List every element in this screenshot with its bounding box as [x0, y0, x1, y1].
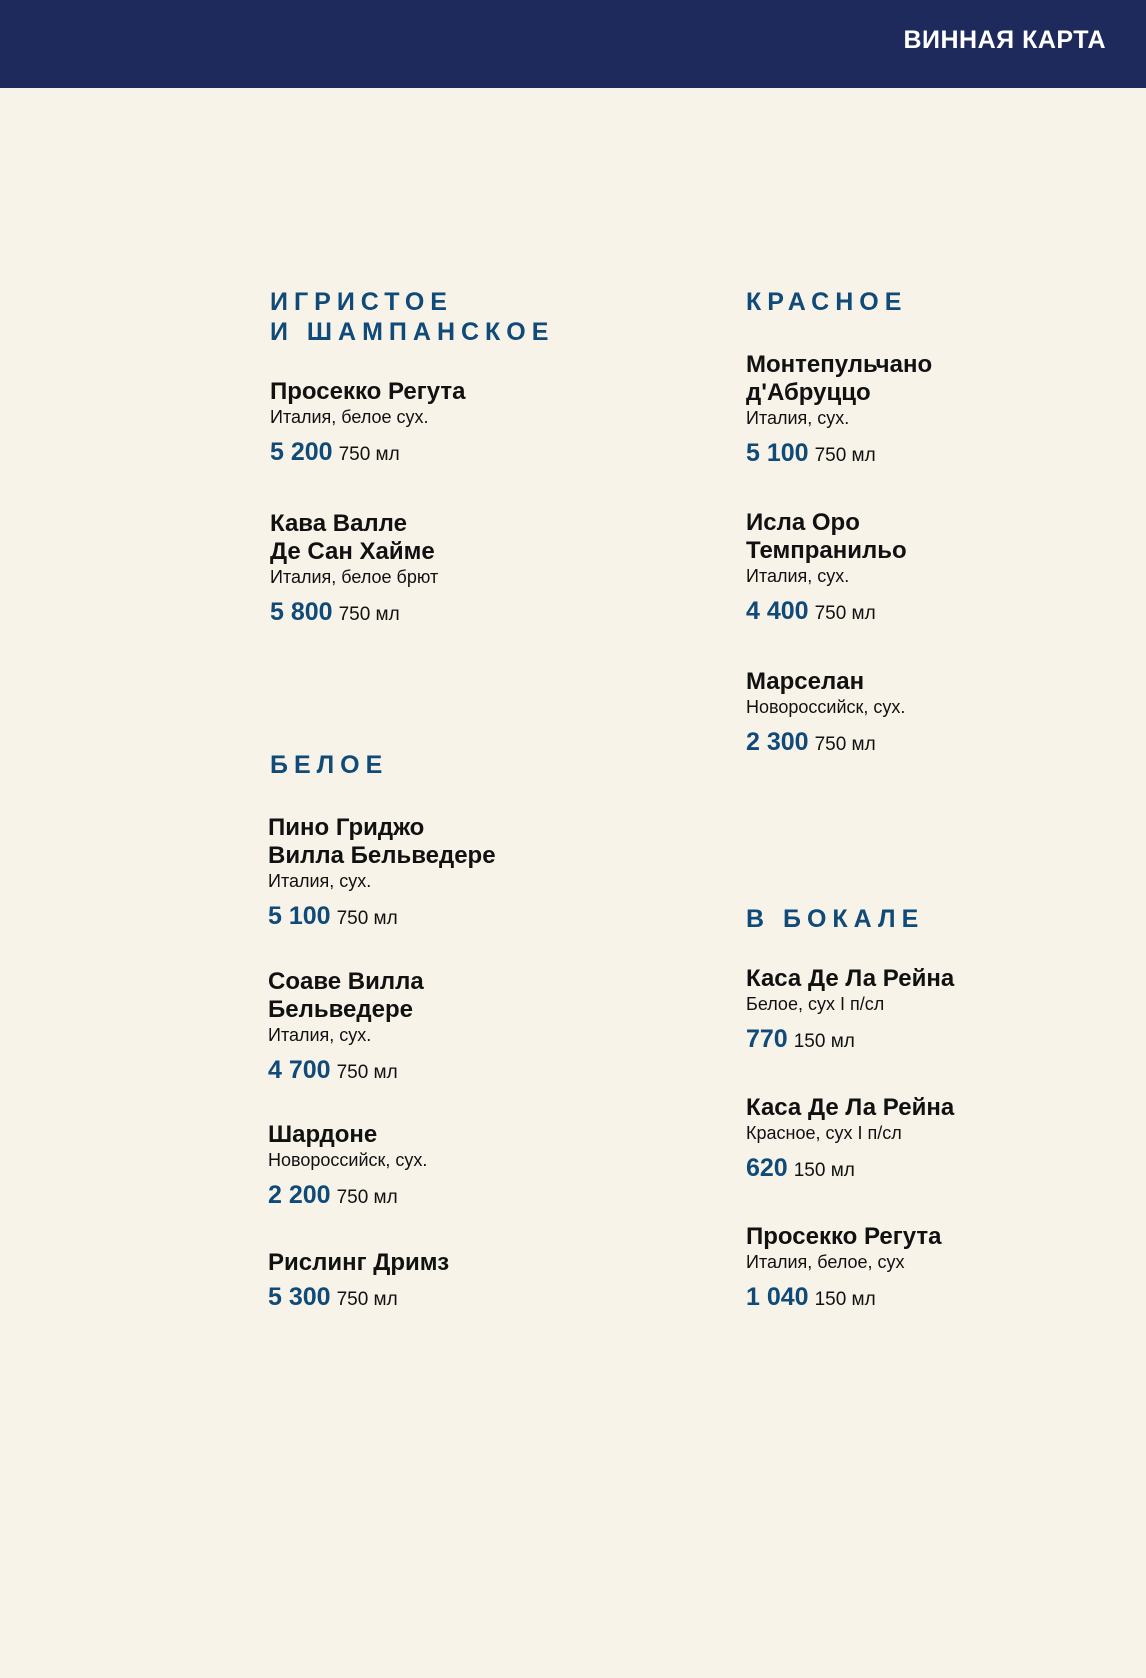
item-volume: 150 мл: [793, 1160, 855, 1181]
section-glass: [746, 904, 1126, 934]
menu-item: [746, 509, 907, 626]
item-price-row: [268, 1283, 449, 1312]
item-description: Италия, сух.: [746, 408, 850, 428]
item-price-row: [270, 598, 438, 627]
menu-item: [746, 668, 905, 757]
menu-item: [746, 351, 932, 468]
menu-item: [746, 965, 954, 1054]
item-price-row: [270, 438, 465, 467]
item-description: Красное, сух I п/сл: [746, 1123, 902, 1143]
item-name-line1: Соаве Вилла: [268, 968, 424, 995]
section-sparkling: [270, 287, 670, 347]
item-volume: 750 мл: [336, 1289, 398, 1310]
item-volume: 750 мл: [338, 444, 400, 465]
item-price-row: [746, 1025, 954, 1054]
item-name: Просекко Регута: [746, 1223, 942, 1250]
item-price-row: [746, 728, 905, 757]
item-description: Новороссийск, сух.: [268, 1150, 428, 1170]
item-name-line1: Пино Гриджо: [268, 814, 425, 841]
item-description: Италия, белое сух.: [270, 407, 429, 427]
section-title-red: КРАСНОЕ: [746, 288, 908, 316]
item-name-line1: Монтепульчано: [746, 351, 933, 378]
item-name-line2: д'Абруццо: [746, 379, 871, 406]
right-column: [746, 0, 1126, 1678]
section-title-sparkling-line1: ИГРИСТОЕ: [270, 288, 453, 316]
item-price: 5 200: [270, 438, 333, 466]
item-name-line2: Де Сан Хайме: [270, 538, 435, 565]
item-name-line2: Темпранильо: [746, 537, 907, 564]
item-name: Рислинг Дримз: [268, 1249, 450, 1276]
section-white: [270, 750, 670, 780]
item-price-row: [746, 597, 907, 626]
item-description: Италия, сух.: [268, 871, 372, 891]
item-description: Италия, сух.: [268, 1025, 372, 1045]
item-price: 2 200: [268, 1181, 331, 1209]
item-price: 2 300: [746, 728, 809, 756]
item-volume: 750 мл: [336, 1187, 398, 1208]
menu-item: [268, 814, 496, 931]
section-red: [746, 287, 1126, 317]
item-name: Каса Де Ла Рейна: [746, 965, 955, 992]
item-description: Италия, сух.: [746, 566, 850, 586]
item-price: 770: [746, 1025, 788, 1053]
menu-item: [746, 1094, 954, 1183]
item-price-row: [746, 439, 932, 468]
left-column: [270, 0, 670, 1678]
section-title-sparkling-line2: И ШАМПАНСКОЕ: [270, 318, 555, 346]
section-title-glass: В БОКАЛЕ: [746, 905, 925, 933]
menu-item: [268, 1249, 449, 1312]
item-volume: 750 мл: [338, 604, 400, 625]
item-price: 4 400: [746, 597, 809, 625]
menu-item: [270, 510, 438, 627]
item-name-line2: Бельведере: [268, 996, 413, 1023]
menu-item: [270, 378, 465, 467]
item-price-row: [268, 902, 496, 931]
item-name: Марселан: [746, 668, 865, 695]
item-volume: 750 мл: [814, 734, 876, 755]
item-volume: 750 мл: [336, 908, 398, 929]
menu-item: [268, 968, 424, 1085]
item-price: 5 800: [270, 598, 333, 626]
item-name-line1: Кава Валле: [270, 510, 407, 537]
item-price: 4 700: [268, 1056, 331, 1084]
item-volume: 150 мл: [814, 1289, 876, 1310]
item-price: 1 040: [746, 1283, 809, 1311]
item-price-row: [268, 1181, 427, 1210]
item-price: 5 100: [746, 439, 809, 467]
item-volume: 750 мл: [814, 445, 876, 466]
menu-item: [268, 1121, 427, 1210]
item-price: 5 100: [268, 902, 331, 930]
item-name: Шардоне: [268, 1121, 378, 1148]
item-price: 5 300: [268, 1283, 331, 1311]
item-description: Италия, белое, сух: [746, 1252, 905, 1272]
item-price: 620: [746, 1154, 788, 1182]
item-price-row: [268, 1056, 424, 1085]
item-description: Белое, сух I п/сл: [746, 994, 885, 1014]
section-title-white: БЕЛОЕ: [270, 751, 389, 779]
item-volume: 750 мл: [336, 1062, 398, 1083]
item-description: Новороссийск, сух.: [746, 697, 906, 717]
item-name: Каса Де Ла Рейна: [746, 1094, 955, 1121]
item-price-row: [746, 1154, 954, 1183]
item-volume: 150 мл: [793, 1031, 855, 1052]
item-volume: 750 мл: [814, 603, 876, 624]
item-name: Просекко Регута: [270, 378, 466, 405]
page-title: ВИННАЯ КАРТА: [903, 26, 1106, 54]
item-description: Италия, белое брют: [270, 567, 439, 587]
item-name-line1: Исла Оро: [746, 509, 860, 536]
item-price-row: [746, 1283, 941, 1312]
item-name-line2: Вилла Бельведере: [268, 842, 496, 869]
menu-item: [746, 1223, 941, 1312]
